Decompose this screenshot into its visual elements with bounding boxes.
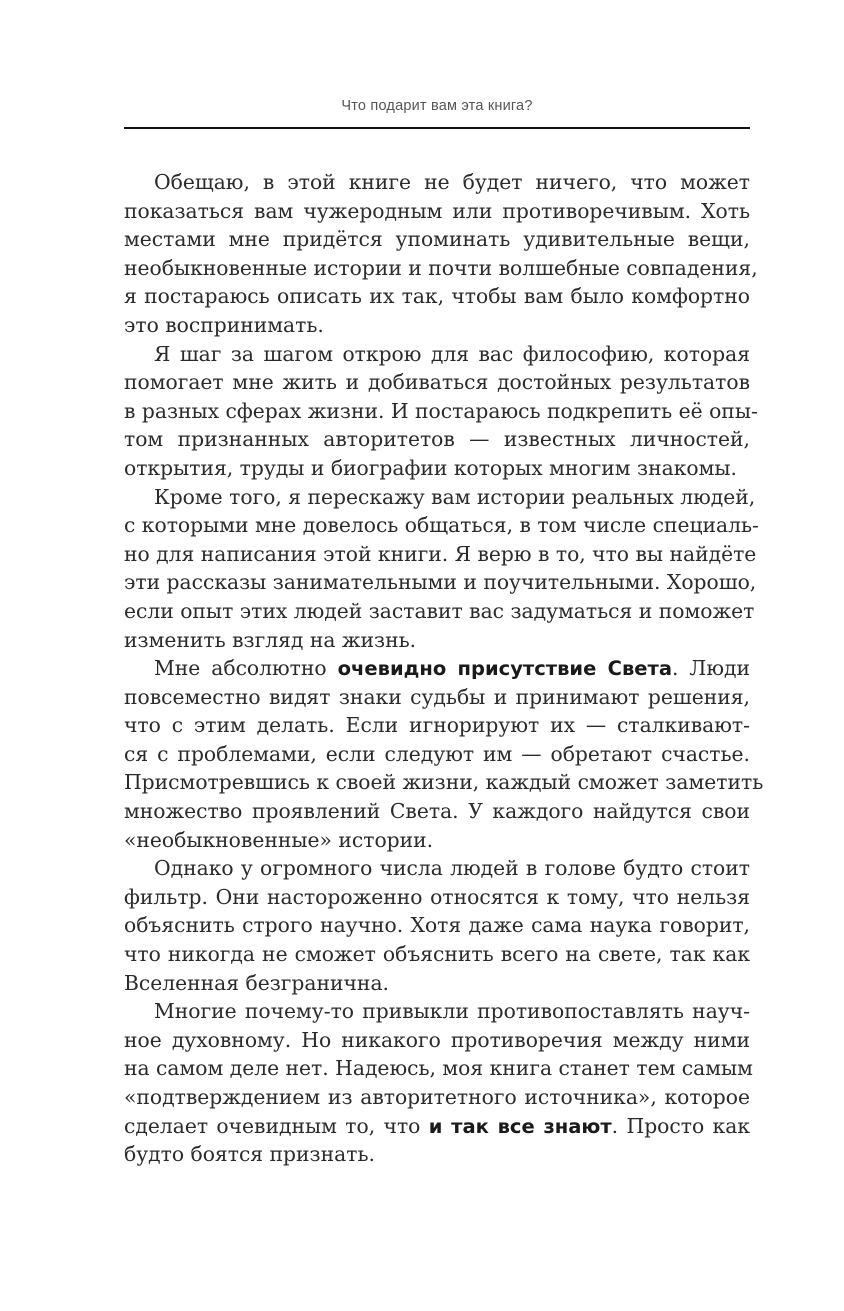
text-line-with-emphasis: [124, 654, 750, 683]
text-line: Кроме того, я перескажу вам истории реальных людей,: [154, 484, 756, 509]
bold-emphasis: и так все знают: [428, 1114, 612, 1138]
paragraph-4: [124, 654, 764, 854]
text-line: «необыкновенные» истории.: [124, 827, 434, 852]
text-line: Я шаг за шагом открою для вас философию, которая: [154, 341, 750, 366]
text-line: что с этим делать. Если игнорируют их — сталкивают-: [124, 713, 750, 738]
text-line: Вселенная безгранична.: [124, 970, 389, 995]
text-line: объяснить строго научно. Хотя даже сама наука говорит,: [124, 913, 750, 938]
text-run: Мне абсолютно: [154, 656, 338, 681]
text-line: это воспринимать.: [124, 312, 324, 337]
text-line: необыкновенные истории и почти волшебные совпадения,: [124, 255, 758, 280]
text-line: будто боятся признать.: [124, 1142, 375, 1167]
text-line-with-emphasis: [124, 1112, 750, 1141]
text-line: Присмотревшись к своей жизни, каждый сможет заметить: [124, 770, 764, 795]
text-line: если опыт этих людей заставит вас задуматься и поможет: [124, 598, 755, 623]
bold-emphasis: очевидно присутствие Света: [337, 657, 672, 681]
paragraph-1: [124, 168, 758, 340]
text-line: эти рассказы занимательными и поучительными. Хорошо,: [124, 570, 757, 595]
text-line: я постараюсь описать их так, чтобы вам было комфортно: [124, 284, 750, 309]
text-run: . Просто как: [611, 1113, 750, 1138]
text-line: с которыми мне довелось общаться, в том числе специаль-: [124, 513, 759, 538]
text-line: на самом деле нет. Надеюсь, моя книга станет тем самым: [124, 1056, 753, 1081]
paragraph-3: [124, 483, 759, 655]
text-line: Обещаю, в этой книге не будет ничего, что может: [154, 170, 750, 194]
text-line: изменить взгляд на жизнь.: [124, 627, 417, 652]
text-line: но для написания этой книги. Я верю в то, что вы найдёте: [124, 541, 757, 566]
text-line: фильтр. Они настороженно относятся к тому, что нельзя: [124, 884, 750, 909]
text-line: повсеместно видят знаки судьбы и принимают решения,: [124, 684, 750, 709]
text-line: в разных сферах жизни. И постараюсь подкрепить её опы-: [124, 398, 758, 423]
text-run: . Люди: [671, 656, 750, 681]
text-line: ся с проблемами, если следуют им — обретают счастье.: [124, 741, 750, 766]
text-line: множество проявлений Света. У каждого найдутся свои: [124, 799, 750, 824]
header-rule: [124, 127, 750, 129]
text-line: что никогда не сможет объяснить всего на свете, так как: [124, 942, 750, 967]
paragraph-2: [124, 340, 758, 483]
text-line: том признанных авторитетов — известных личностей,: [124, 427, 750, 452]
text-line: Многие почему-то привыкли противопоставлять науч-: [154, 999, 750, 1024]
body-text: [124, 168, 764, 1169]
text-line: ное духовному. Но никакого противоречия между ними: [124, 1027, 750, 1052]
text-line: показаться вам чужеродным или противоречивым. Хоть: [124, 198, 750, 223]
text-line: местами мне придётся упоминать удивительные вещи,: [124, 227, 750, 252]
paragraph-5: [124, 854, 750, 997]
text-line: «подтверждением из авторитетного источника», которое: [124, 1085, 750, 1109]
running-head-title: Что подарит вам эта книга?: [341, 98, 533, 114]
text-run: сделает очевидным то, что: [124, 1113, 429, 1138]
text-line: открытия, труды и биографии которых многим знакомы.: [124, 455, 737, 480]
text-line: Однако у огромного числа людей в голове будто стоит: [154, 856, 750, 881]
text-line: помогает мне жить и добиваться достойных результатов: [124, 370, 750, 395]
paragraph-6: [124, 997, 753, 1169]
